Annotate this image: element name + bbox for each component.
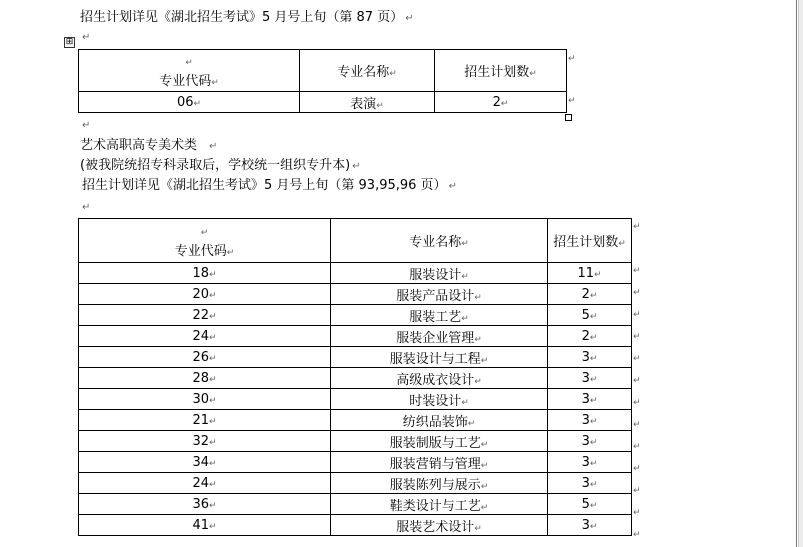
cell-name: 服装产品设计↵: [331, 284, 548, 305]
paragraph-mark-icon: ↵: [589, 416, 598, 427]
paragraph-mark-icon: ↵: [209, 374, 217, 385]
table-row: [79, 515, 632, 536]
paragraph-mark-icon: ↵: [209, 500, 217, 511]
cell-code: 41↵: [79, 515, 331, 536]
cell-count: 2↵: [548, 326, 632, 347]
cell-name: 服装艺术设计↵: [331, 515, 548, 536]
row-end-mark-icon: ↵: [633, 310, 641, 320]
paragraph-mark-icon: ↵: [405, 13, 414, 24]
paragraph-mark-icon: ↵: [209, 311, 217, 322]
paragraph-mark-icon: ↵: [82, 32, 91, 43]
cell-name: 服装企业管理↵: [331, 326, 548, 347]
table-resize-handle[interactable]: [565, 114, 572, 121]
cell-count: 2↵: [435, 92, 567, 113]
paragraph-mark-icon: ↵: [474, 334, 482, 345]
paragraph-mark-icon: ↵: [209, 416, 217, 427]
cell-code: 22↵: [79, 305, 331, 326]
table-row: [79, 305, 632, 326]
row-end-mark-icon: ↵: [568, 96, 576, 106]
paragraph-mark-icon: ↵: [209, 437, 217, 448]
cell-code: 28↵: [79, 368, 331, 389]
table-row: [79, 263, 632, 284]
paragraph-mark-icon: ↵: [461, 313, 469, 324]
cell-code: 34↵: [79, 452, 331, 473]
cell-name: 服装工艺↵: [331, 305, 548, 326]
paragraph-mark-icon: ↵: [589, 290, 598, 301]
table-fine-arts: [78, 218, 632, 536]
header-code: ↵ 专业代码↵: [79, 50, 300, 92]
paragraph-mark-icon: ↵: [209, 332, 217, 343]
paragraph-mark-icon: ↵: [474, 292, 482, 303]
row-end-mark-icon: ↵: [633, 530, 641, 540]
paragraph-mark-icon: ↵: [209, 479, 217, 490]
row-end-mark-icon: ↵: [633, 288, 641, 298]
paragraph-mark-icon: ↵: [589, 332, 598, 343]
paragraph-mark-icon: ↵: [480, 439, 489, 450]
cell-code: 24↵: [79, 326, 331, 347]
cell-name: 鞋类设计与工艺↵: [331, 494, 548, 515]
row-end-mark-icon: ↵: [633, 354, 641, 364]
table-row: [79, 452, 632, 473]
table-row: [79, 410, 632, 431]
paragraph-mark-icon: ↵: [209, 290, 217, 301]
paragraph-mark-icon: ↵: [589, 500, 598, 511]
cell-count: 3↵: [548, 368, 632, 389]
window-edge: [796, 0, 797, 547]
paragraph-plan-ref-2: 招生计划详见《湖北招生考试》5 月号上旬（第 93,95,96 页） ↵: [82, 178, 457, 193]
cell-code: 20↵: [79, 284, 331, 305]
table-row: [79, 494, 632, 515]
cell-code: 21↵: [79, 410, 331, 431]
row-end-mark-icon: ↵: [633, 376, 641, 386]
paragraph-category: 艺术高职高专美术类 ↵: [80, 138, 218, 153]
cell-count: 3↵: [548, 452, 632, 473]
cell-name: 表演↵: [300, 92, 435, 113]
cell-count: 3↵: [548, 389, 632, 410]
cell-name: 服装营销与管理↵: [331, 452, 548, 473]
paragraph-mark-icon: ↵: [589, 374, 598, 385]
table-row: [79, 92, 567, 113]
paragraph-mark-icon: ↵: [480, 502, 489, 513]
table-row: [79, 368, 632, 389]
paragraph-mark-icon: ↵: [461, 397, 469, 408]
cell-name: 高级成衣设计↵: [331, 368, 548, 389]
paragraph-mark-icon: ↵: [480, 355, 489, 366]
row-end-mark-icon: ↵: [633, 332, 641, 342]
cell-name: 服装陈列与展示↵: [331, 473, 548, 494]
cell-count: 2↵: [548, 284, 632, 305]
cell-code: 24↵: [79, 473, 331, 494]
table-row: [79, 431, 632, 452]
cell-count: 5↵: [548, 305, 632, 326]
cell-name: 服装制版与工艺↵: [331, 431, 548, 452]
paragraph-mark-icon: ↵: [82, 202, 91, 213]
row-end-mark-icon: ↵: [633, 486, 641, 496]
paragraph-mark-icon: ↵: [589, 458, 598, 469]
cell-count: 3↵: [548, 410, 632, 431]
paragraph-mark-icon: ↵: [82, 120, 91, 131]
paragraph-mark-icon: ↵: [589, 437, 598, 448]
row-end-mark-icon: ↵: [633, 420, 641, 430]
cell-count: 3↵: [548, 473, 632, 494]
paragraph-mark-icon: ↵: [480, 481, 489, 492]
cell-name: 时装设计↵: [331, 389, 548, 410]
paragraph-mark-icon: ↵: [589, 479, 598, 490]
paragraph-mark-icon: ↵: [480, 460, 489, 471]
paragraph-mark-icon: ↵: [474, 523, 482, 534]
cell-count: 3↵: [548, 347, 632, 368]
cell-name: 服装设计↵: [331, 263, 548, 284]
header-count: 招生计划数↵: [435, 50, 567, 92]
cell-count: 3↵: [548, 431, 632, 452]
table-header-row: [79, 219, 632, 263]
row-end-mark-icon: ↵: [633, 464, 641, 474]
table-row: [79, 389, 632, 410]
cell-code: 06↵: [79, 92, 300, 113]
paragraph-mark-icon: ↵: [474, 376, 482, 387]
paragraph-mark-icon: ↵: [209, 458, 217, 469]
paragraph-mark-icon: ↵: [589, 311, 598, 322]
paragraph-mark-icon: ↵: [594, 269, 602, 280]
row-end-mark-icon: ↵: [633, 222, 641, 232]
table-row: [79, 326, 632, 347]
paragraph-mark-icon: ↵: [589, 395, 598, 406]
cell-count: 11↵: [548, 263, 632, 284]
cell-name: 纺织品装饰↵: [331, 410, 548, 431]
header-code: ↵ 专业代码↵: [79, 219, 331, 263]
cell-code: 30↵: [79, 389, 331, 410]
paragraph-mark-icon: ↵: [209, 395, 217, 406]
cell-code: 36↵: [79, 494, 331, 515]
row-end-mark-icon: ↵: [633, 442, 641, 452]
paragraph-mark-icon: ↵: [209, 521, 217, 532]
table-row: [79, 473, 632, 494]
header-name: 专业名称↵: [331, 219, 548, 263]
paragraph-mark-icon: ↵: [209, 353, 217, 364]
paragraph-note: (被我院统招专科录取后，学校统一组织专升本) ↵: [80, 158, 361, 173]
cell-count: 3↵: [548, 515, 632, 536]
header-name: 专业名称↵: [300, 50, 435, 92]
header-count: 招生计划数↵: [548, 219, 632, 263]
paragraph-mark-icon: ↵: [467, 418, 476, 429]
table-row: [79, 347, 632, 368]
paragraph-plan-ref-1: 招生计划详见《湖北招生考试》5 月号上旬（第 87 页） ↵: [80, 10, 414, 25]
table-move-handle-icon[interactable]: ⊞: [65, 37, 74, 47]
row-end-mark-icon: ↵: [633, 266, 641, 276]
paragraph-mark-icon: ↵: [461, 271, 469, 282]
cell-name: 服装设计与工程↵: [331, 347, 548, 368]
table-row: [79, 284, 632, 305]
paragraph-mark-icon: ↵: [209, 269, 217, 280]
vertical-scrollbar[interactable]: [798, 0, 803, 547]
cell-count: 5↵: [548, 494, 632, 515]
cell-code: 32↵: [79, 431, 331, 452]
row-end-mark-icon: ↵: [633, 508, 641, 518]
paragraph-mark-icon: ↵: [589, 353, 598, 364]
cell-code: 18↵: [79, 263, 331, 284]
table-performance: [78, 49, 567, 113]
row-end-mark-icon: ↵: [568, 54, 576, 64]
cell-code: 26↵: [79, 347, 331, 368]
table-header-row: [79, 50, 567, 92]
row-end-mark-icon: ↵: [633, 398, 641, 408]
paragraph-mark-icon: ↵: [589, 521, 598, 532]
